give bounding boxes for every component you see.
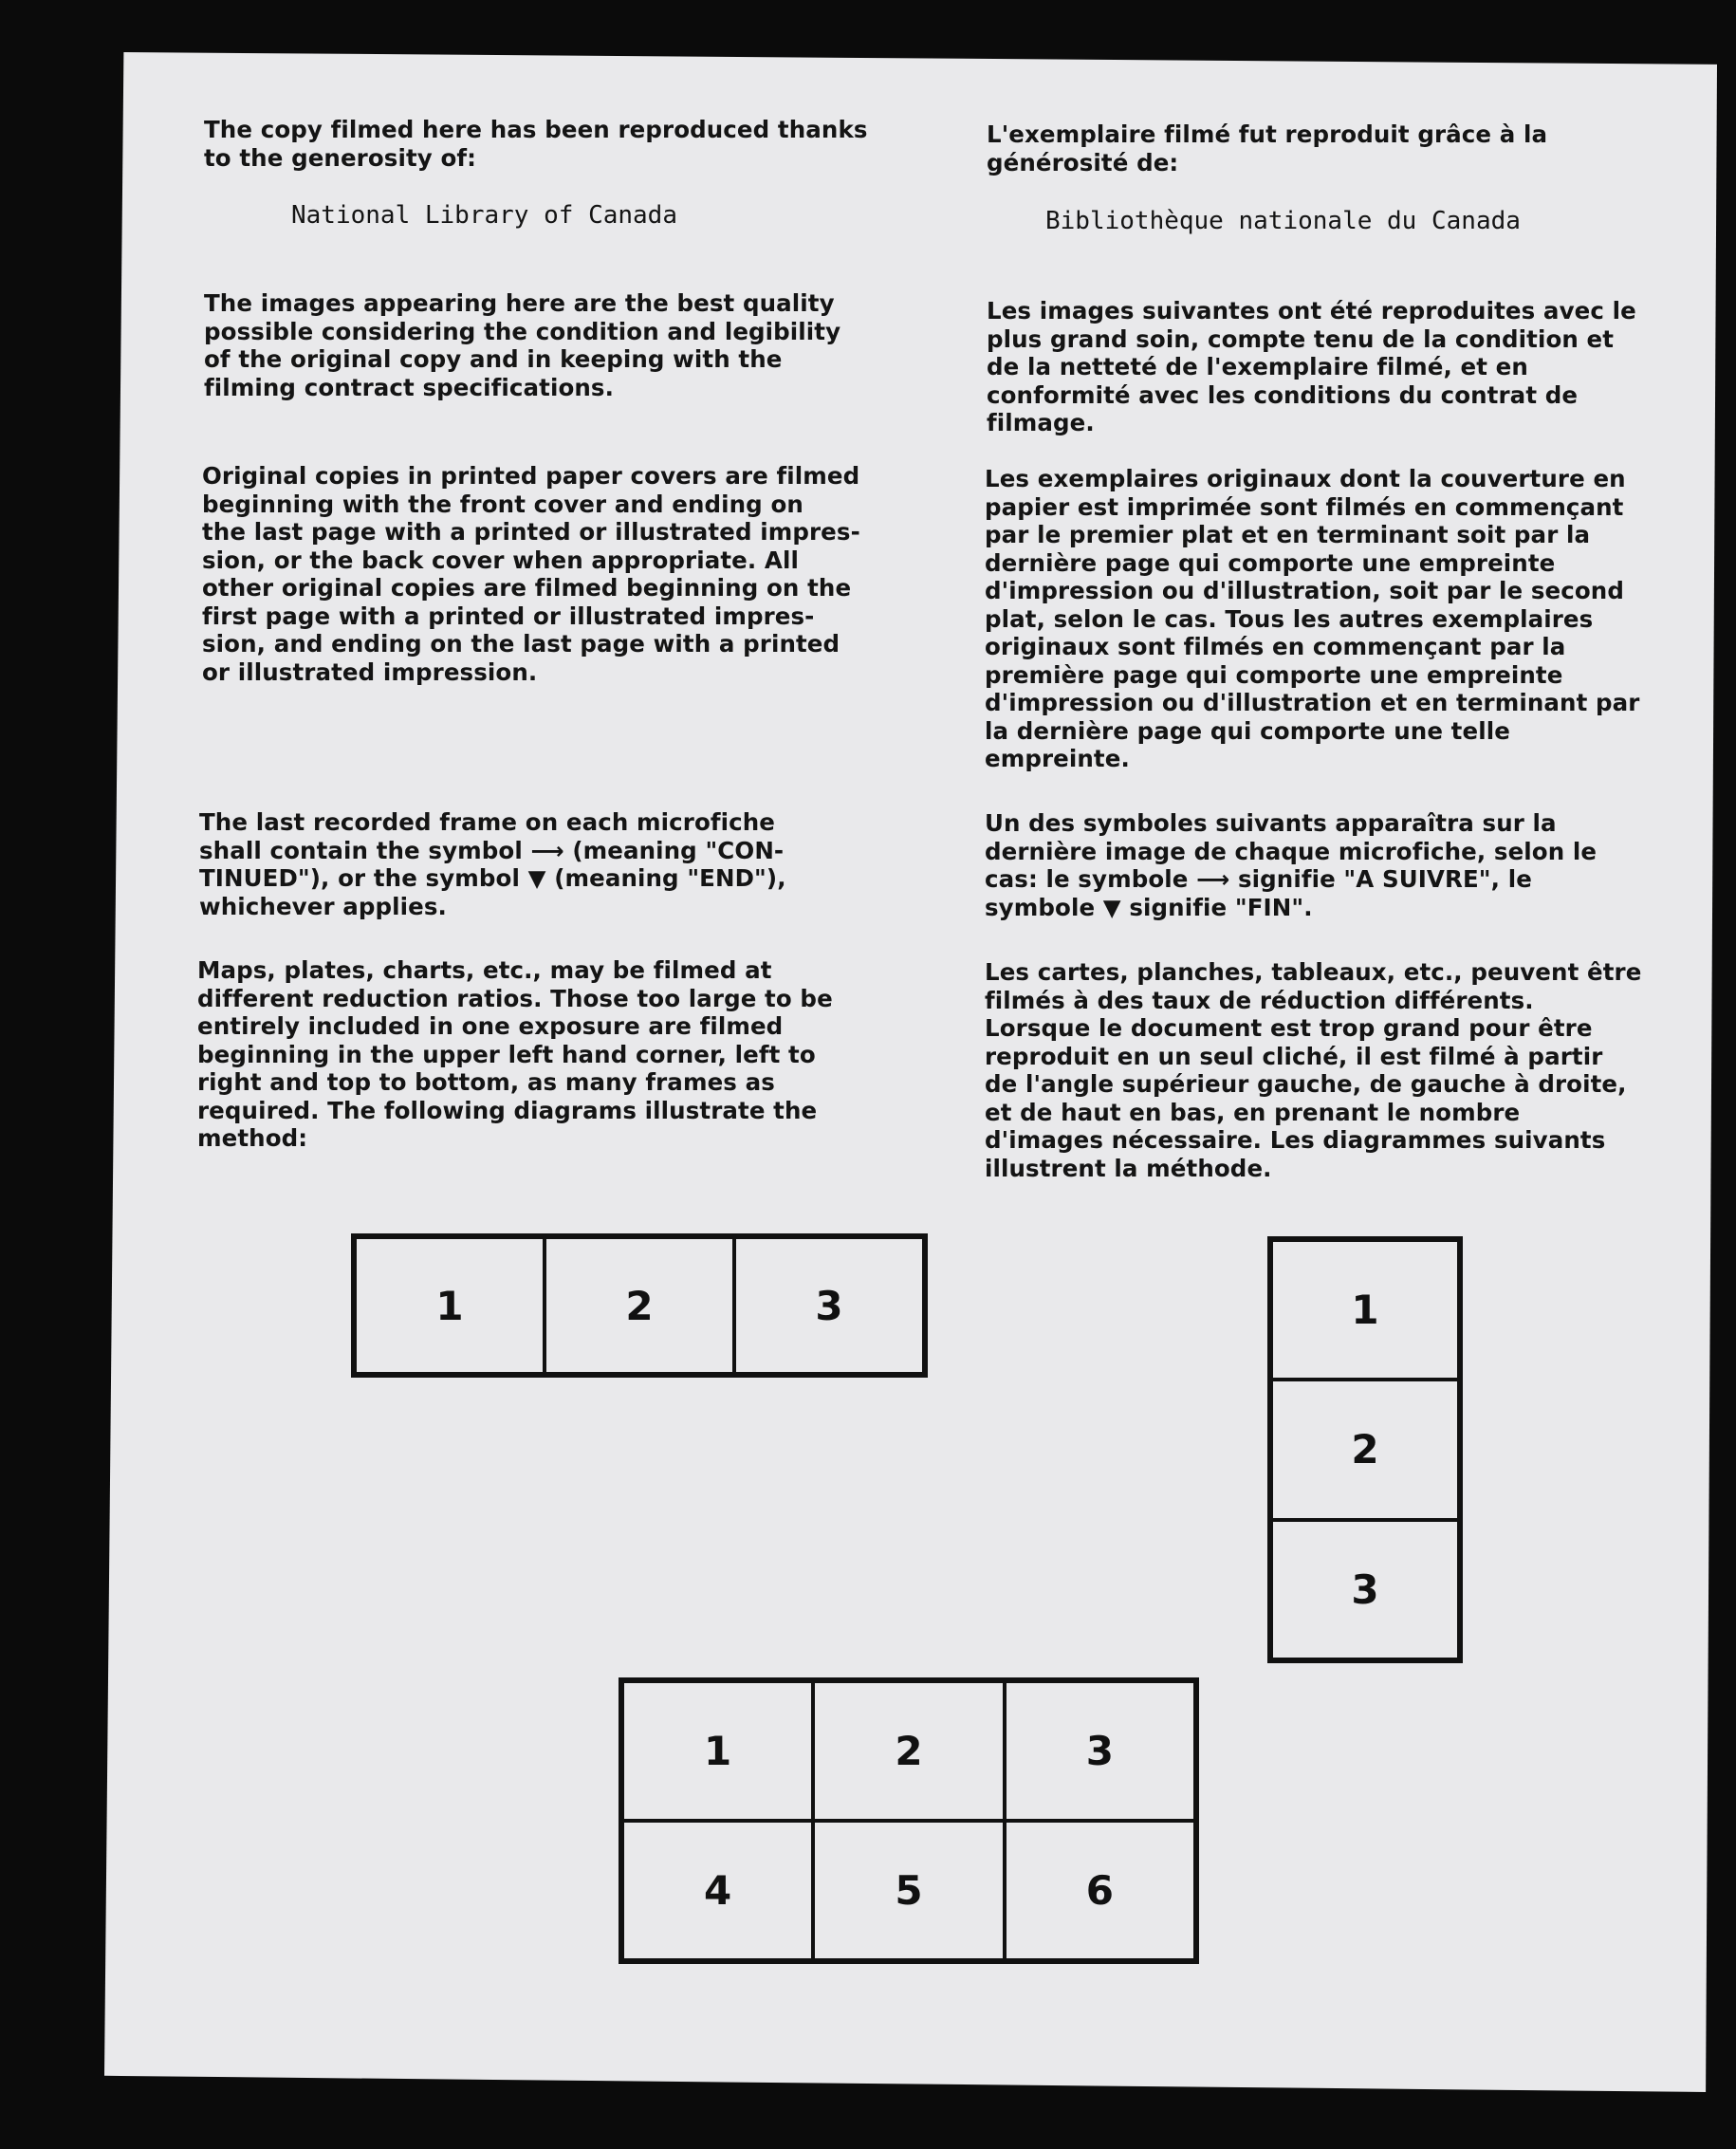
fr-thanks-text: L'exemplaire filmé fut reproduit grâce à la générosité de: [987, 120, 1548, 176]
frame-cell: 1 [1271, 1240, 1459, 1380]
fr-maps-text: Les cartes, planches, tableaux, etc., peuvent être filmés à des taux de réduction différents. Lorsque le document est trop grand pour être reproduit en un seul cliché, il est filmé à partir de l'angle supérieur gauche, de gauche à droite, et de haut en bas, en prenant le nombre d'images nécessaire. Les diagrammes suivants illustrent la méthode. [985, 958, 1642, 1182]
frame-cell: 6 [1005, 1821, 1195, 1960]
frame-cell: 2 [545, 1237, 734, 1374]
en-thanks-text: The copy filmed here has been reproduced thanks to the generosity of: [204, 116, 868, 172]
diagram-grid-frames [619, 1677, 1199, 1964]
frame-cell: 2 [1271, 1380, 1459, 1519]
diagram-vertical-frames [1267, 1236, 1463, 1663]
frame-cell: 4 [622, 1821, 813, 1960]
frame-cell: 2 [813, 1681, 1004, 1821]
fr-symbols-text: Un des symboles suivants apparaîtra sur la dernière image de chaque microfiche, selon le cas: le symbole ⟶ signifie "A SUIVRE", le symbole ▼ signifie "FIN". [985, 809, 1597, 921]
en-library-name: National Library of Canada [291, 201, 677, 230]
frame-cell: 3 [1271, 1520, 1459, 1659]
en-quality-text: The images appearing here are the best quality possible considering the condition and legibility of the original copy and in keeping with the filming contract specifications. [204, 289, 841, 401]
frame-cell: 5 [813, 1821, 1004, 1960]
diagram-horizontal-frames [351, 1233, 928, 1378]
en-originals-text: Original copies in printed paper covers are filmed beginning with the front cover and ending on the last page with a printed or illustrated impres- sion, or the back cover when appropriate. All other original copies are filmed beginning on the first page with a printed or illustrated impres- sion, and ending on the last page with a printed or illustrated impression. [202, 462, 860, 686]
frame-cell: 1 [622, 1681, 813, 1821]
frame-cell: 1 [355, 1237, 545, 1374]
en-maps-text: Maps, plates, charts, etc., may be filmed at different reduction ratios. Those too large to be entirely included in one exposure are filmed beginning in the upper left hand corner, left to right and top to bottom, as many frames as required. The following diagrams illustrate the method: [197, 956, 833, 1152]
frame-cell: 3 [734, 1237, 924, 1374]
fr-originals-text: Les exemplaires originaux dont la couverture en papier est imprimée sont filmés en commençant par le premier plat et en terminant soit par la dernière page qui comporte une empreinte d'impression ou d'illustration, soit par le second plat, selon le cas. Tous les autres exemplaires originaux sont filmés en commençant par la première page qui comporte une empreinte d'impression ou d'illustration et en terminant par la dernière page qui comporte une telle empreinte. [985, 465, 1640, 772]
fr-library-name: Bibliothèque nationale du Canada [1045, 207, 1521, 235]
fr-quality-text: Les images suivantes ont été reproduites avec le plus grand soin, compte tenu de la condition et de la netteté de l'exemplaire filmé, et en conformité avec les conditions du contrat de filmage. [987, 297, 1636, 436]
en-symbols-text: The last recorded frame on each microfiche shall contain the symbol ⟶ (meaning "CON- TINUED"), or the symbol ▼ (meaning "END"), whichever applies. [199, 808, 786, 920]
frame-cell: 3 [1005, 1681, 1195, 1821]
